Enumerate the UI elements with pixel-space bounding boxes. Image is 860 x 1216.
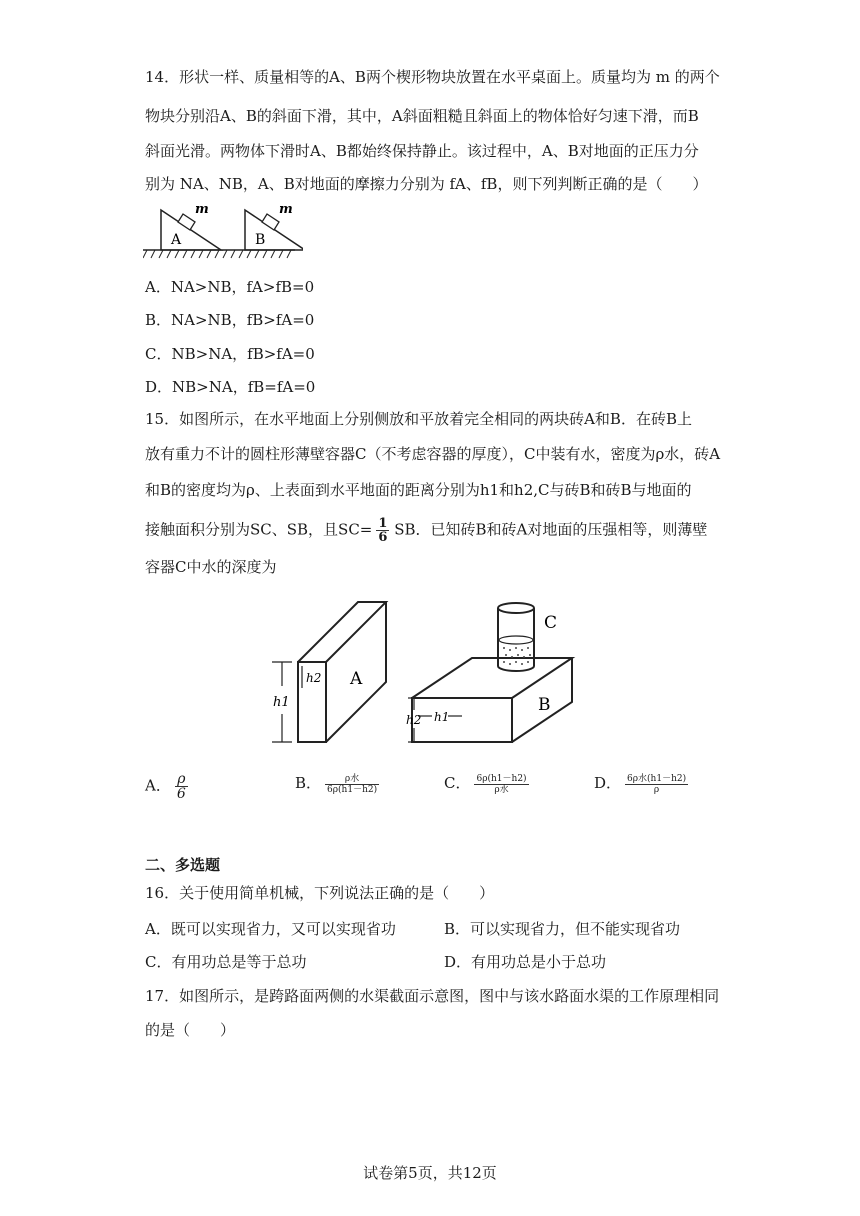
section-heading-multiple-choice: 二、多选题 — [145, 856, 221, 874]
option-d-denominator: ρ — [653, 784, 660, 795]
q16-option-c: C．有用功总是等于总功 — [145, 953, 307, 971]
option-b-fraction — [325, 774, 379, 795]
q15-label-h2-a: h2 — [306, 671, 322, 685]
q14-label-m-b: m — [279, 202, 293, 217]
q16-option-d: D．有用功总是小于总功 — [444, 953, 607, 971]
q15-line-4-start: 接触面积分别为SC、SB，且SC= — [145, 520, 373, 539]
option-c-fraction — [474, 774, 528, 795]
q16-stem: 16．关于使用简单机械，下列说法正确的是（ ） — [145, 884, 495, 902]
q14-label-m-a: m — [195, 202, 209, 217]
q15-label-h1-b: h1 — [434, 710, 450, 724]
q14-option-a: A．NA>NB，fA>fB=0 — [145, 278, 315, 296]
option-c-denominator: ρ水 — [494, 784, 509, 795]
q15-label-c: C — [544, 613, 558, 633]
option-d-fraction — [625, 774, 688, 795]
q14-option-d: D．NB>NA，fB=fA=0 — [145, 378, 316, 396]
q15-option-d — [594, 772, 688, 795]
q14-option-c: C．NB>NA，fB>fA=0 — [145, 345, 315, 363]
q15-line-4-end: SB．已知砖B和砖A对地面的压强相等，则薄壁 — [394, 520, 708, 539]
q15-option-b — [295, 772, 379, 795]
q15-brick-figure — [262, 598, 592, 750]
q17-line-2: 的是（ ） — [145, 1021, 236, 1039]
q15-label-b: B — [538, 695, 551, 715]
q17-line-1: 17．如图所示，是跨路面两侧的水渠截面示意图，图中与该水路面水渠的工作原理相同 — [145, 987, 720, 1005]
q15-line-1: 15．如图所示，在水平地面上分别侧放和平放着完全相同的两块砖A和B．在砖B上 — [145, 410, 692, 428]
option-d-prefix: D． — [594, 774, 622, 792]
q15-label-h2-b: h2 — [406, 713, 422, 727]
option-a-numerator: ρ — [175, 772, 188, 787]
q15-option-c — [444, 772, 529, 795]
q14-line-4: 别为 NA、NB，A、B对地面的摩擦力分别为 fA、fB，则下列判断正确的是（ ） — [145, 175, 708, 193]
fraction-numerator: 1 — [378, 516, 388, 531]
option-b-prefix: B． — [295, 774, 322, 792]
q15-option-a — [145, 772, 188, 801]
q14-option-b: B．NA>NB，fB>fA=0 — [145, 311, 315, 329]
option-c-prefix: C． — [444, 774, 471, 792]
q16-option-a: A．既可以实现省力，又可以实现省功 — [145, 920, 396, 938]
option-d-numerator: 6ρ水(h1－h2) — [627, 773, 687, 784]
option-a-denominator: 6 — [176, 786, 186, 802]
q14-line-2: 物块分别沿A、B的斜面下滑，其中，A斜面粗糙且斜面上的物体恰好匀速下滑，而B — [145, 107, 699, 125]
q14-label-b: B — [255, 232, 266, 248]
q15-line-2: 放有重力不计的圆柱形薄壁容器C（不考虑容器的厚度），C中装有水，密度为ρ水，砖A — [145, 445, 721, 463]
q15-label-h1-a: h1 — [273, 695, 290, 710]
option-c-numerator: 6ρ(h1－h2) — [476, 773, 527, 784]
q14-wedge-figure — [143, 200, 303, 264]
q15-label-a: A — [350, 669, 363, 689]
option-a-fraction — [175, 772, 188, 801]
q15-fraction-one-sixth — [376, 517, 389, 544]
q14-line-1: 14．形状一样、质量相等的A、B两个楔形物块放置在水平桌面上。质量均为 m 的两个 — [145, 68, 720, 86]
fraction-denominator: 6 — [378, 530, 388, 545]
option-b-numerator: ρ水 — [325, 774, 379, 785]
q15-line-5: 容器C中水的深度为 — [145, 558, 277, 576]
q15-line-3: 和B的密度均为ρ、上表面到水平地面的距离分别为h1和h2,C与砖B和砖B与地面的 — [145, 481, 692, 499]
option-a-prefix: A． — [145, 776, 171, 795]
q16-option-b: B．可以实现省力，但不能实现省功 — [444, 920, 681, 938]
q15-line-4 — [145, 517, 707, 544]
q14-label-a: A — [171, 232, 182, 248]
page-footer: 试卷第5页，共12页 — [363, 1164, 497, 1182]
q14-line-3: 斜面光滑。两物体下滑时A、B都始终保持静止。该过程中，A、B对地面的正压力分 — [145, 142, 699, 160]
option-b-denominator: 6ρ(h1－h2) — [327, 784, 378, 795]
